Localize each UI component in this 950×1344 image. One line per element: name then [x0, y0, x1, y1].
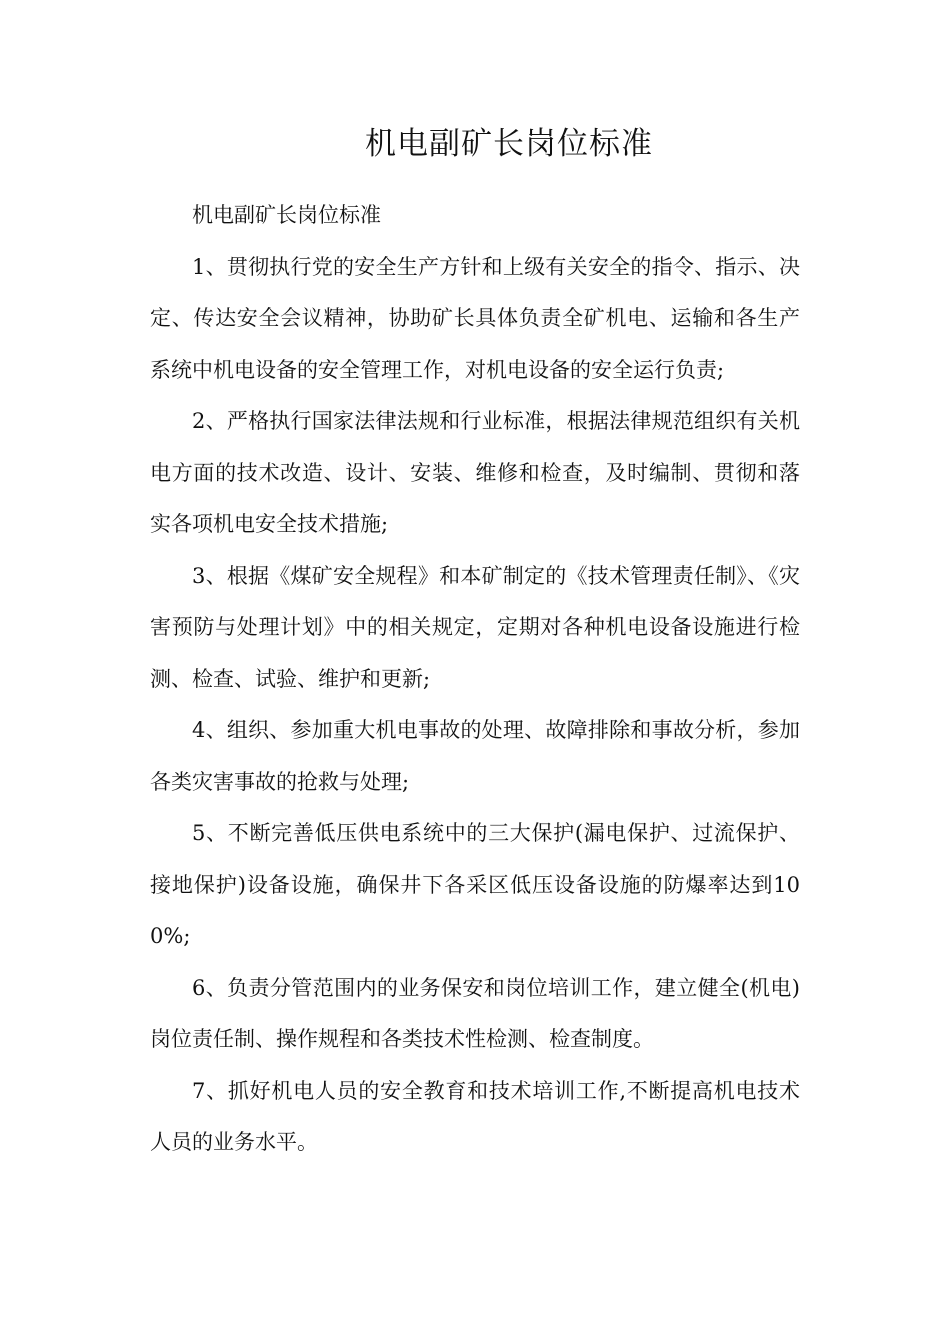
paragraph-7: 7、抓好机电人员的安全教育和技术培训工作,不断提高机电技术人员的业务水平。 [150, 1078, 800, 1154]
document-title: 机电副矿长岗位标准 [365, 126, 653, 162]
document-subtitle: 机电副矿长岗位标准 [192, 203, 381, 227]
paragraph-4: 4、组织、参加重大机电事故的处理、故障排除和事故分析，参加各类灾害事故的抢救与处理; [150, 718, 800, 794]
paragraph-2: 2、严格执行国家法律法规和行业标准，根据法律规范组织有关机电方面的技术改造、设计、安装、维修和检查，及时编制、贯彻和落实各项机电安全技术措施; [150, 409, 800, 536]
document-body [150, 190, 800, 1169]
paragraph-5: 5、不断完善低压供电系统中的三大保护(漏电保护、过流保护、接地保护)设备设施，确保井下各采区低压设备设施的防爆率达到100%; [150, 821, 800, 948]
paragraph-3: 3、根据《煤矿安全规程》和本矿制定的《技术管理责任制》、《灾害预防与处理计划》中的相关规定，定期对各种机电设备设施进行检测、检查、试验、维护和更新; [150, 563, 800, 691]
paragraph-1: 1、贯彻执行党的安全生产方针和上级有关安全的指令、指示、决定、传达安全会议精神，协助矿长具体负责全矿机电、运输和各生产系统中机电设备的安全管理工作，对机电设备的安全运行负责; [150, 254, 800, 382]
paragraph-6: 6、负责分管范围内的业务保安和岗位培训工作，建立健全(机电)岗位责任制、操作规程和各类技术性检测、检查制度。 [150, 975, 800, 1051]
